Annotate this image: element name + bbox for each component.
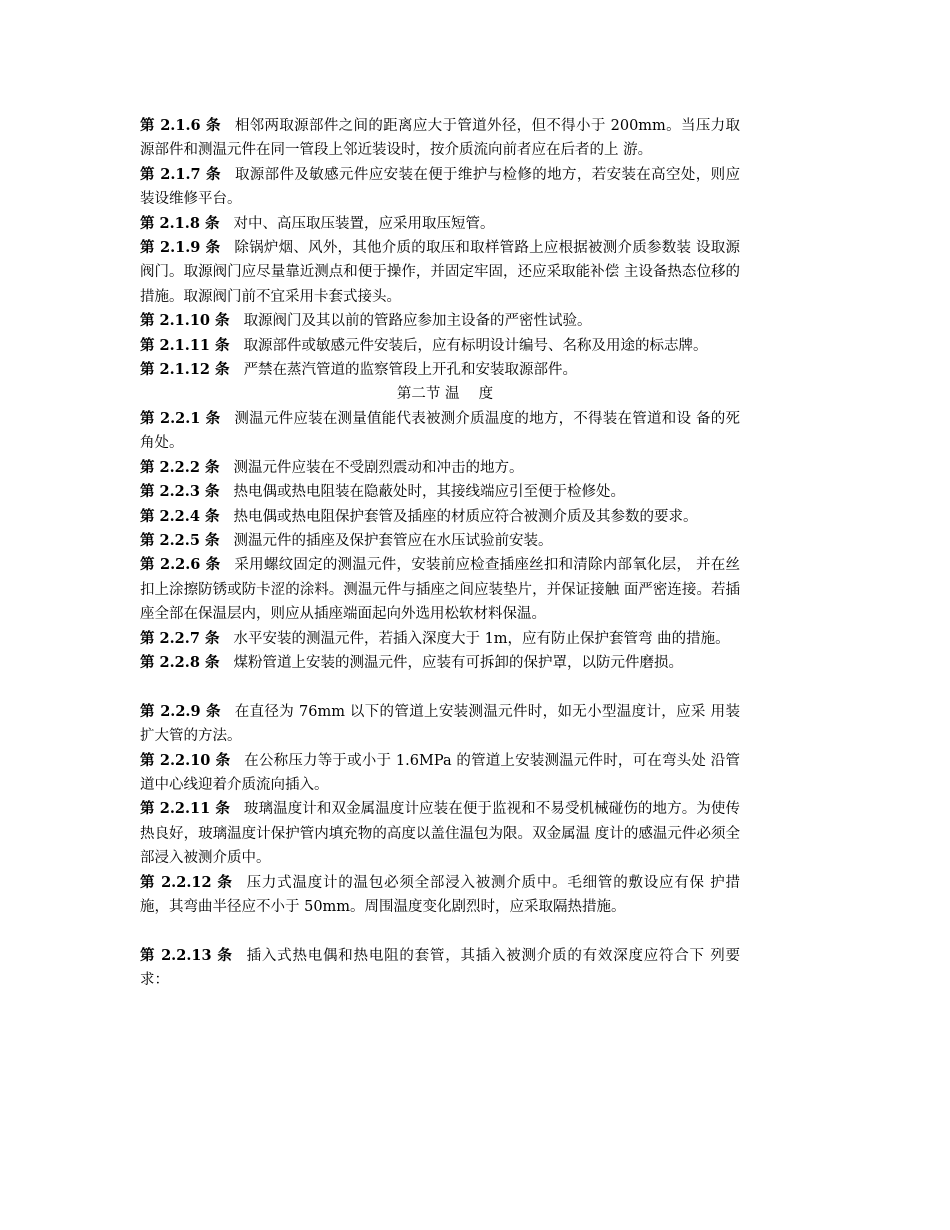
clause-paragraph: [140, 309, 740, 333]
clause-paragraph: [140, 480, 740, 504]
clause-text: 相邻两取源部件之间的距离应大于管道外径，但不得小于 200mm。当压力取源部件和测温元件在同一管段上邻近装设时，按介质流向前者应在后者的上 游。: [140, 118, 740, 159]
clause-text: 玻璃温度计和双金属温度计应装在便于监视和不易受机械碰伤的地方。为使传热良好，玻璃温度计保护管内填充物的高度以盖住温包为限。双金属温 度计的感温元件必须全部浸入被测介质中。: [140, 801, 740, 867]
clause-text: 除锅炉烟、风外，其他介质的取压和取样管路上应根据被测介质参数装 设取源阀门。取源阀门应尽量靠近测点和便于操作，并固定牢固，还应采取能补偿 主设备热态位移的措施。取源阀门前不宜采用卡套式接头。: [140, 240, 740, 305]
clause-paragraph: [140, 114, 740, 163]
clause-text: 压力式温度计的温包必须全部浸入被测介质中。毛细管的敷设应有保 护措施，其弯曲半径应不小于 50mm。周围温度变化剧烈时，应采取隔热措施。: [140, 874, 740, 915]
clause-text: 采用螺纹固定的测温元件，安装前应检查插座丝扣和清除内部氧化层， 并在丝扣上涂擦防锈或防卡涩的涂料。测温元件与插座之间应装垫片，并保证接触 面严密连接。若插座全部在保温层内，则应从插座端面起向外选用松软材料保温。: [140, 557, 740, 623]
clause-number: 第 2.1.12 条: [140, 361, 230, 379]
clause-paragraph: [140, 627, 740, 651]
blank-line: [140, 675, 740, 699]
clause-paragraph: [140, 163, 740, 212]
clause-number: 第 2.1.11 条: [140, 336, 230, 354]
clause-paragraph: [140, 553, 740, 626]
clause-number: 第 2.2.13 条: [140, 946, 233, 964]
clause-text: 测温元件应装在不受剧烈震动和冲击的地方。: [233, 459, 524, 476]
clause-paragraph: [140, 529, 740, 553]
clause-paragraph: [140, 407, 740, 456]
clause-number: 第 2.1.8 条: [140, 214, 220, 232]
clause-number: 第 2.2.7 条: [140, 629, 220, 647]
clause-number: 第 2.1.10 条: [140, 312, 230, 330]
clause-number: 第 2.2.12 条: [140, 873, 233, 891]
clause-number: 第 2.2.4 条: [140, 507, 220, 525]
clause-number: 第 2.2.1 条: [140, 409, 221, 427]
clause-text: 水平安装的测温元件，若插入深度大于 1m，应有防止保护套管弯 曲的措施。: [233, 630, 730, 647]
clause-paragraph: [140, 505, 740, 529]
clause-text: 对中、高压取压装置，应采用取压短管。: [233, 215, 495, 232]
clause-number: 第 2.2.10 条: [140, 751, 231, 769]
clause-number: 第 2.2.3 条: [140, 483, 220, 501]
clause-number: 第 2.1.7 条: [140, 165, 221, 183]
clause-text: 取源阀门及其以前的管路应参加主设备的严密性试验。: [243, 313, 592, 330]
clause-text: 取源部件及敏感元件应安装在便于维护与检修的地方，若安装在高空处，则应装设维修平台。: [140, 166, 741, 208]
clause-paragraph: [140, 797, 740, 870]
clause-paragraph: [140, 358, 740, 382]
clause-text: 在公称压力等于或小于 1.6MPa 的管道上安装测温元件时，可在弯头处 沿管道中心线迎着介质流向插入。: [140, 752, 740, 793]
clause-number: 第 2.2.6 条: [140, 556, 221, 574]
document-page: [140, 114, 740, 993]
clause-paragraph: [140, 212, 740, 236]
clause-number: 第 2.1.9 条: [140, 239, 221, 257]
clause-paragraph: [140, 334, 740, 358]
clause-text: 测温元件应装在测量值能代表被测介质温度的地方，不得装在管道和设 备的死角处。: [140, 410, 740, 452]
clause-number: 第 2.2.5 条: [140, 531, 220, 549]
clause-number: 第 2.1.6 条: [140, 117, 221, 134]
clause-text: 插入式热电偶和热电阻的套管，其插入被测介质的有效深度应符合下 列要求：: [140, 947, 740, 989]
clause-paragraph: [140, 944, 740, 993]
clause-group-section-2-c: [140, 944, 740, 993]
clause-text: 煤粉管道上安装的测温元件，应装有可拆卸的保护罩，以防元件磨损。: [233, 654, 683, 671]
clause-group-section-2-b: [140, 700, 740, 920]
clause-text: 测温元件的插座及保护套管应在水压试验前安装。: [233, 532, 553, 549]
clause-paragraph: [140, 236, 740, 309]
clause-number: 第 2.2.9 条: [140, 702, 221, 720]
clause-text: 在直径为 76mm 以下的管道上安装测温元件时，如无小型温度计，应采 用装扩大管的方法。: [140, 703, 740, 745]
clause-group-section-2-a: [140, 407, 740, 675]
clause-paragraph: [140, 651, 740, 675]
section-title: 第二节 温 度: [396, 386, 494, 403]
clause-text: 热电偶或热电阻保护套管及插座的材质应符合被测介质及其参数的要求。: [233, 508, 698, 525]
clause-text: 严禁在蒸汽管道的监察管段上开孔和安装取源部件。: [243, 362, 578, 379]
clause-paragraph: [140, 749, 740, 798]
clause-paragraph: [140, 871, 740, 920]
clause-number: 第 2.2.11 条: [140, 800, 230, 818]
clause-paragraph: [140, 700, 740, 749]
clause-text: 热电偶或热电阻装在隐蔽处时，其接线端应引至便于检修处。: [233, 484, 625, 501]
clause-group-section-1: [140, 114, 740, 382]
blank-line: [140, 919, 740, 943]
clause-text: 取源部件或敏感元件安装后，应有标明设计编号、名称及用途的标志牌。: [243, 337, 708, 354]
clause-number: 第 2.2.2 条: [140, 458, 220, 476]
clause-number: 第 2.2.8 条: [140, 653, 220, 671]
clause-paragraph: [140, 456, 740, 480]
